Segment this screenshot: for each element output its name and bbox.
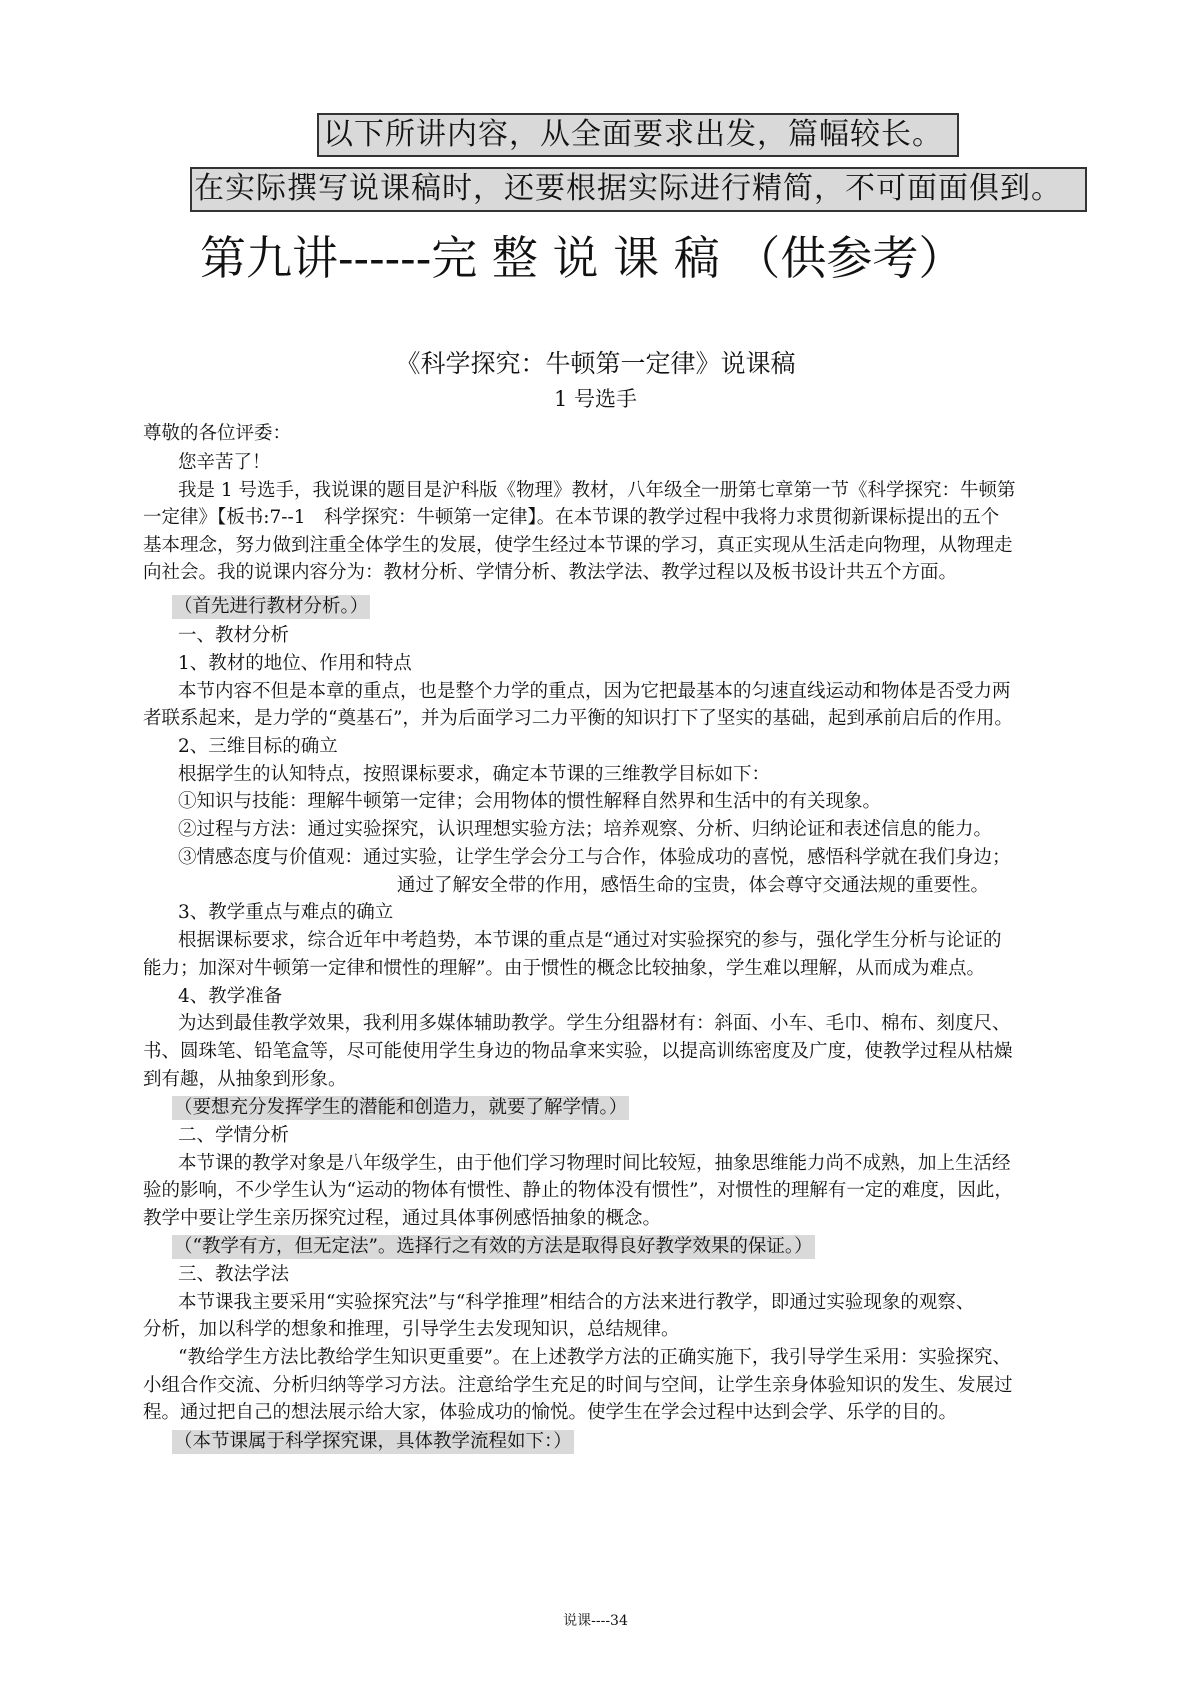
speaker-label: 1 号选手 [553, 387, 638, 411]
paragraph-line: 能力；加深对牛顿第一定律和惯性的理解”。由于惯性的概念比较抽象，学生难以理解，从而成为难点。 [143, 958, 985, 979]
greeting: 尊敬的各位评委： [143, 423, 292, 444]
paragraph-line: 书、圆珠笔、铅笔盒等，尽可能使用学生身边的物品拿来实验，以提高训练密度及广度，使教学过程从枯燥 [143, 1041, 1013, 1062]
section-heading: 一、教材分析 [178, 625, 290, 646]
section-heading: 二、学情分析 [178, 1125, 290, 1146]
transition-note: （要想充分发挥学生的潜能和创造力，就要了解学情。） [174, 1097, 628, 1118]
intro-line: 基本理念，努力做到注重全体学生的发展，使学生经过本节课的学习，真正实现从生活走向物理，从物理走 [143, 535, 1013, 556]
goal-item-continued: 通过了解安全带的作用，感悟生命的宝贵，体会尊守交通法规的重要性。 [397, 875, 990, 896]
goal-item: ①知识与技能：理解牛顿第一定律；会用物体的惯性解释自然界和生活中的有关现象。 [178, 791, 882, 812]
subsection-heading: 1、教材的地位、作用和特点 [178, 653, 412, 674]
paragraph-line: 验的影响，不少学生认为“运动的物体有惯性、静止的物体没有惯性”，对惯性的理解有一定的难度，因此， [143, 1180, 1013, 1201]
paragraph-line: 到有趣，从抽象到形象。 [143, 1069, 347, 1090]
paragraph-line: “教给学生方法比教给学生知识更重要”。在上述教学方法的正确实施下，我引导学生采用：实验探究、 [178, 1347, 1011, 1368]
subsection-heading: 2、三维目标的确立 [178, 736, 338, 757]
subsection-heading: 3、教学重点与难点的确立 [178, 902, 394, 923]
intro-line: 我是 1 号选手，我说课的题目是沪科版《物理》教材，八年级全一册第七章第一节《科学探究：牛顿第 [178, 480, 1016, 501]
intro-line: 一定律》【板书:7--1 科学探究：牛顿第一定律】。在本节课的教学过程中我将力求贯彻新课标提出的五个 [143, 507, 1000, 528]
intro-line: 向社会。我的说课内容分为：教材分析、学情分析、教法学法、教学过程以及板书设计共五个方面。 [143, 562, 958, 583]
greeting-2: 您辛苦了！ [178, 452, 271, 473]
notice-box-1 [317, 113, 959, 157]
page-footer: 说课----34 [563, 1613, 628, 1629]
section-heading: 三、教法学法 [178, 1264, 290, 1285]
paragraph-line: 根据学生的认知特点，按照课标要求，确定本节课的三维教学目标如下： [178, 764, 771, 785]
paragraph-line: 本节课的教学对象是八年级学生，由于他们学习物理时间比较短，抽象思维能力尚不成熟，加上生活经 [178, 1153, 1011, 1174]
notice-line-1: 以下所讲内容，从全面要求出发，篇幅较长。 [323, 117, 943, 152]
transition-note: （本节课属于科学探究课，具体教学流程如下：） [174, 1431, 572, 1452]
paragraph-line: 本节内容不但是本章的重点，也是整个力学的重点，因为它把最基本的匀速直线运动和物体是否受力两 [178, 681, 1011, 702]
paragraph-line: 为达到最佳教学效果，我利用多媒体辅助教学。学生分组器材有：斜面、小车、毛巾、棉布、刻度尺、 [178, 1013, 1011, 1034]
paragraph-line: 教学中要让学生亲历探究过程，通过具体事例感悟抽象的概念。 [143, 1208, 662, 1229]
goal-item: ②过程与方法：通过实验探究，认识理想实验方法；培养观察、分析、归纳论证和表述信息的能力。 [178, 819, 993, 840]
paragraph-line: 分析，加以科学的想象和推理，引导学生去发现知识，总结规律。 [143, 1319, 680, 1340]
main-title: 第九讲------完 整 说 课 稿 （供参考） [200, 231, 965, 285]
subsection-heading: 4、教学准备 [178, 986, 283, 1007]
goal-item: ③情感态度与价值观：通过实验，让学生学会分工与合作，体验成功的喜悦，感悟科学就在我们身边； [178, 847, 1011, 868]
paragraph-line: 本节课我主要采用“实验探究法”与“科学推理”相结合的方法来进行教学，即通过实验现象的观察、 [178, 1292, 975, 1313]
transition-note: （“教学有方，但无定法”。选择行之有效的方法是取得良好教学效果的保证。） [174, 1236, 813, 1257]
paragraph-line: 程。通过把自己的想法展示给大家，体验成功的愉悦。使学生在学会过程中达到会学、乐学的目的。 [143, 1402, 958, 1423]
document-title: 《科学探究：牛顿第一定律》说课稿 [395, 349, 796, 378]
notice-box-2 [190, 167, 1087, 212]
paragraph-line: 小组合作交流、分析归纳等学习方法。注意给学生充足的时间与空间，让学生亲身体验知识的发生、发展过 [143, 1375, 1013, 1396]
notice-line-2: 在实际撰写说课稿时，还要根据实际进行精简，不可面面俱到。 [194, 171, 1062, 206]
paragraph-line: 根据课标要求，综合近年中考趋势，本节课的重点是“通过对实验探究的参与，强化学生分析与论证的 [178, 930, 1002, 951]
paragraph-line: 者联系起来，是力学的“奠基石”，并为后面学习二力平衡的知识打下了坚实的基础，起到承前启后的作用。 [143, 708, 1013, 729]
transition-note: （首先进行教材分析。） [174, 596, 369, 617]
